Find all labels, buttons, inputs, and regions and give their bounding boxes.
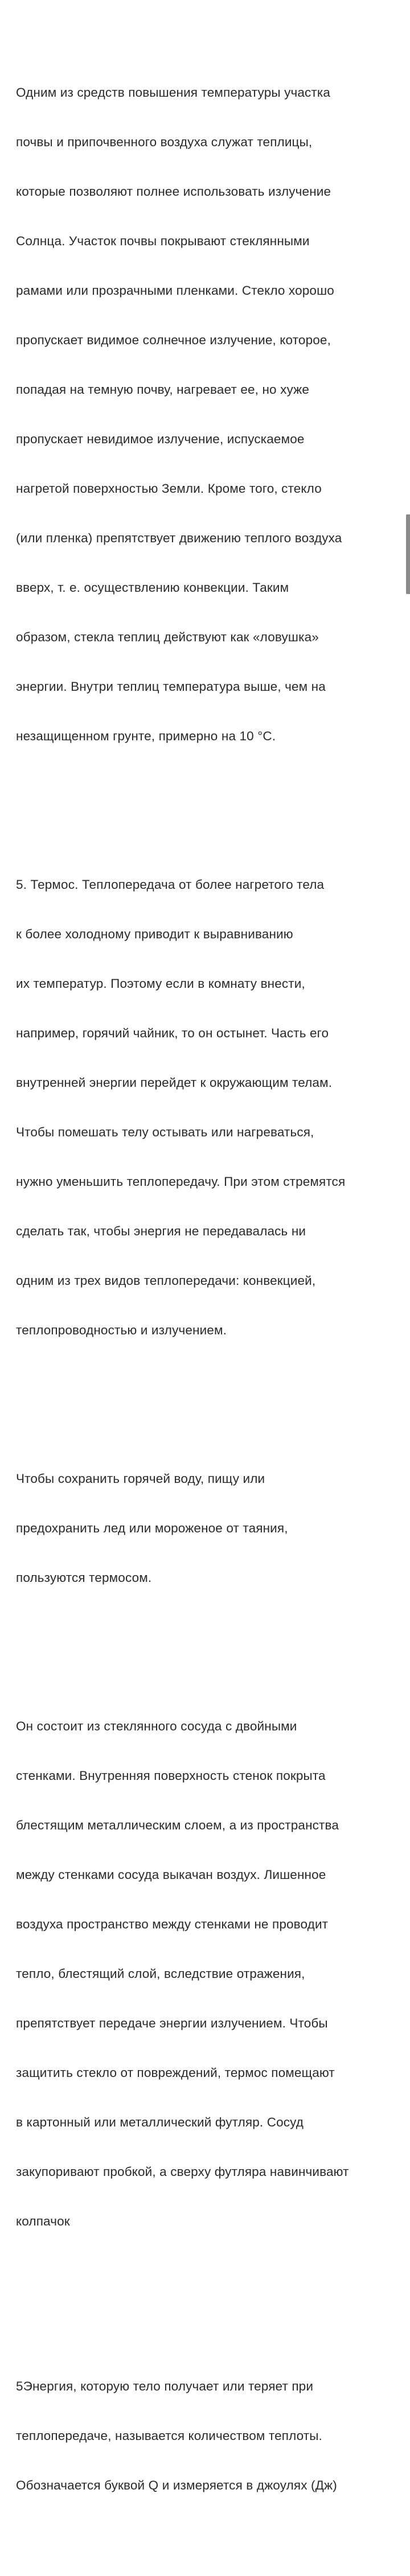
text-line: незащищенном грунте, примерно на 10 °С. <box>16 729 276 743</box>
scrollbar-thumb[interactable] <box>406 514 410 594</box>
paragraph-heat-quantity <box>16 2345 409 2526</box>
text-line: пропускает видимое солнечное излучение, которое, <box>16 333 331 347</box>
text-line: Обозначается буквой Q и измеряется в джоулях (Дж) <box>16 2478 337 2492</box>
paragraph-thermos-intro <box>16 843 409 1371</box>
text-line: защитить стекло от повреждений, термос помещают <box>16 2066 335 2080</box>
text-line: между стенками сосуда выкачан воздух. Лишенное <box>16 1868 326 1882</box>
text-line: теплопередаче, называется количеством теплоты. <box>16 2429 322 2443</box>
paragraph-greenhouse <box>16 51 409 777</box>
text-line: которые позволяют полнее использовать излучение <box>16 184 331 199</box>
text-line: Солнца. Участок почвы покрывают стеклянными <box>16 234 310 248</box>
paragraph-thermos-structure <box>16 1685 409 2262</box>
text-line: внутренней энергии перейдет к окружающим телам. <box>16 1075 333 1090</box>
text-line: попадая на темную почву, нагревает ее, но хуже <box>16 382 310 397</box>
text-line: к более холодному приводит к выравниванию <box>16 927 293 941</box>
text-line: нагретой поверхностью Земли. Кроме того, стекло <box>16 481 322 496</box>
text-line: 5Энергия, которую тело получает или теряет при <box>16 2379 314 2393</box>
text-line: колпачок <box>16 2214 70 2228</box>
text-line: Чтобы сохранить горячей воду, пищу или <box>16 1472 265 1486</box>
text-line: пользуются термосом. <box>16 1571 152 1585</box>
text-line: воздуха пространство между стенками не проводит <box>16 1917 329 1931</box>
text-line: блестящим металлическим слоем, а из пространства <box>16 1818 339 1832</box>
text-line: Одним из средств повышения температуры участка <box>16 85 331 100</box>
scrollbar[interactable] <box>406 0 410 754</box>
text-line: Чтобы помешать телу остывать или нагреваться, <box>16 1125 314 1139</box>
text-line: вверх, т. е. осуществлению конвекции. Таким <box>16 580 289 595</box>
text-line: препятствует передаче энергии излучением. Чтобы <box>16 2016 328 2030</box>
text-line: рамами или прозрачными пленками. Стекло хорошо <box>16 283 334 298</box>
article-text <box>16 2 409 2576</box>
text-line: предохранить лед или мороженое от таяния, <box>16 1521 288 1535</box>
text-line: Он состоит из стеклянного сосуда с двойными <box>16 1719 297 1733</box>
text-line: их температур. Поэтому если в комнату внести, <box>16 976 305 991</box>
text-line: энергии. Внутри теплиц температура выше, чем на <box>16 679 326 694</box>
text-line: сделать так, чтобы энергия не передавалась ни <box>16 1224 306 1238</box>
text-line: тепло, блестящий слой, вследствие отражения, <box>16 1967 305 1981</box>
text-line: нужно уменьшить теплопередачу. При этом стремятся <box>16 1174 346 1189</box>
paragraph-thermos-use <box>16 1437 409 1619</box>
text-line: например, горячий чайник, то он остынет. Часть его <box>16 1026 329 1040</box>
text-line: (или пленка) препятствует движению теплого воздуха <box>16 531 342 545</box>
text-line: теплопроводностью и излучением. <box>16 1323 227 1337</box>
text-line: в картонный или металлический футляр. Сосуд <box>16 2115 304 2129</box>
text-line: закупоривают пробкой, а сверху футляра навинчивают <box>16 2165 349 2179</box>
text-line: образом, стекла теплиц действуют как «ловушка» <box>16 630 319 644</box>
text-line: одним из трех видов теплопередачи: конвекцией, <box>16 1273 316 1288</box>
text-line: стенками. Внутренняя поверхность стенок покрыта <box>16 1769 326 1783</box>
text-line: 5. Термос. Теплопередача от более нагретого тела <box>16 877 325 892</box>
text-line: почвы и припочвенного воздуха служат теплицы, <box>16 135 313 149</box>
text-line: пропускает невидимое излучение, испускаемое <box>16 432 305 446</box>
